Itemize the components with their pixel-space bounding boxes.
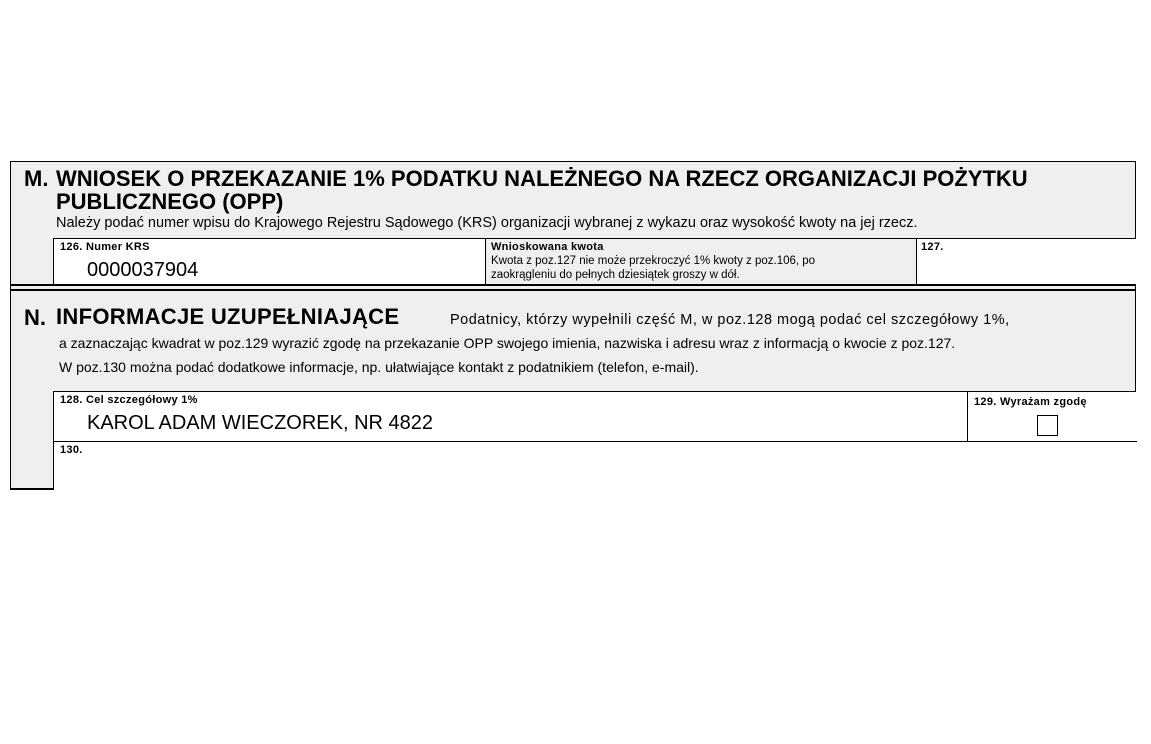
- section-n-letter: N.: [24, 305, 46, 330]
- field-129-label: 129. Wyrażam zgodę: [974, 396, 1087, 408]
- consent-checkbox[interactable]: [1037, 415, 1058, 436]
- amount-label: Wnioskowana kwota: [491, 241, 604, 253]
- section-n-desc-line1: Podatnicy, którzy wypełnili część M, w poz.128 mogą podać cel szczegółowy 1%,: [450, 312, 1010, 328]
- amount-note-line2: zaokrągleniu do pełnych dziesiątek groszy w dół.: [491, 269, 740, 281]
- section-m-fields-row: [53, 238, 1136, 284]
- tax-form-section: [10, 161, 1136, 490]
- field-126-label: 126. Numer KRS: [60, 241, 150, 253]
- field-126-value[interactable]: 0000037904: [87, 259, 199, 281]
- section-n-title: INFORMACJE UZUPEŁNIAJĄCE: [56, 304, 400, 329]
- field-126-krs[interactable]: [54, 239, 485, 284]
- amount-info-cell: [486, 239, 916, 284]
- field-130-label: 130.: [60, 444, 83, 456]
- field-127-amount[interactable]: [917, 239, 1137, 284]
- amount-note-line1: Kwota z poz.127 nie może przekroczyć 1% kwoty z poz.106, po: [491, 255, 816, 267]
- section-m-title-line1: WNIOSEK O PRZEKAZANIE 1% PODATKU NALEŻNEGO NA RZECZ ORGANIZACJI POŻYTKU: [56, 166, 1028, 191]
- field-128-label: 128. Cel szczegółowy 1%: [60, 394, 198, 406]
- field-128-purpose[interactable]: [54, 392, 967, 441]
- field-128-value[interactable]: KAROL ADAM WIECZOREK, NR 4822: [87, 412, 434, 434]
- section-n-desc-line2: a zaznaczając kwadrat w poz.129 wyrazić zgodę na przekazanie OPP swojego imienia, nazwiska i adresu wraz z informacją o kwocie z poz.127.: [59, 335, 956, 351]
- field-129-consent: [968, 392, 1137, 441]
- section-m-description: Należy podać numer wpisu do Krajowego Rejestru Sądowego (KRS) organizacji wybranej z wykazu oraz wysokość kwoty na jej rzecz.: [56, 215, 918, 231]
- section-n-fields: [53, 391, 1136, 489]
- section-m-letter: M.: [24, 166, 49, 191]
- section-n-desc-line3: W poz.130 można podać dodatkowe informacje, np. ułatwiające kontakt z podatnikiem (telefon, e-mail).: [59, 359, 699, 375]
- field-127-label: 127.: [921, 241, 944, 253]
- field-130-additional-info[interactable]: [54, 442, 1137, 490]
- section-m-title-line2: PUBLICZNEGO (OPP): [56, 189, 284, 214]
